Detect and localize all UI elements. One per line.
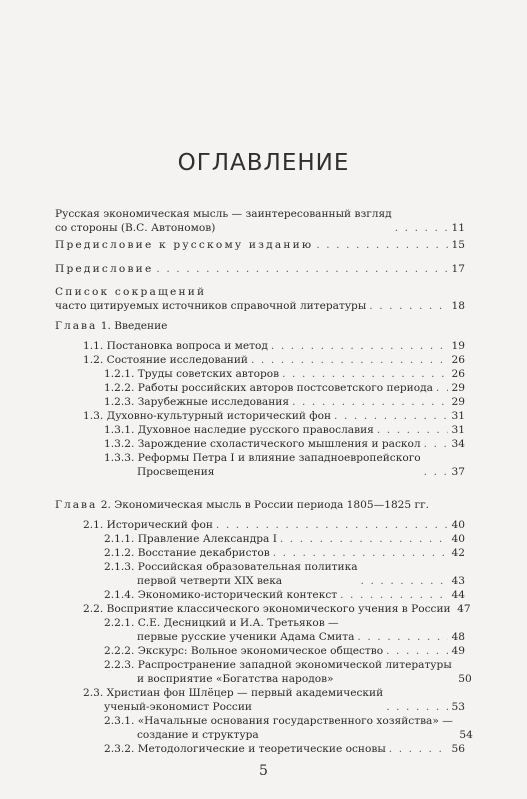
toc-entry-line: 2.3. Христиан фон Шлёцер — первый академический bbox=[83, 687, 384, 699]
leader-dots bbox=[292, 395, 448, 409]
leader-dots bbox=[436, 381, 448, 395]
leader-dots bbox=[389, 742, 448, 756]
toc-page-number: 49 bbox=[451, 645, 465, 657]
toc-page-number: 43 bbox=[451, 575, 465, 587]
toc-entry-line: Предисловие к русскому изданию bbox=[55, 239, 314, 251]
toc-entry-line: 1.2.1. Труды советских авторов bbox=[104, 368, 280, 380]
toc-page-number: 50 bbox=[458, 673, 472, 685]
toc-entry-line: 1.3.2. Зарождение схоластического мышления и раскол bbox=[104, 438, 421, 450]
toc-entry-line: 1.3.1. Духовное наследие русского православия bbox=[104, 424, 374, 436]
toc-entry-line: первой четверти XIX века bbox=[137, 575, 283, 587]
toc-item[interactable] bbox=[104, 381, 465, 395]
leader-dots bbox=[216, 518, 448, 532]
toc-entry-line: со стороны (В.С. Автономов) bbox=[55, 222, 216, 234]
toc-entry-line: 2.1.4. Экономико-исторический контекст bbox=[104, 589, 338, 601]
chapter-title: 2. Экономическая мысль в России периода 1805—1825 гг. bbox=[100, 499, 430, 511]
leader-dots bbox=[377, 423, 448, 437]
toc-item[interactable] bbox=[104, 644, 465, 658]
leader-dots bbox=[357, 630, 448, 644]
toc-item[interactable] bbox=[83, 409, 465, 423]
toc-item[interactable] bbox=[83, 353, 465, 367]
chapter-heading-2[interactable] bbox=[55, 499, 429, 511]
toc-page-number: 26 bbox=[451, 368, 465, 380]
leader-dots bbox=[424, 465, 448, 479]
toc-page-number: 15 bbox=[451, 239, 465, 251]
leader-dots bbox=[386, 644, 448, 658]
leader-dots bbox=[282, 367, 448, 381]
toc-entry-line: ученый-экономист России bbox=[104, 701, 252, 713]
toc-entry-line: Русская экономическая мысль — заинтересованный взгляд bbox=[55, 208, 392, 220]
toc-page-number: 18 bbox=[451, 300, 465, 312]
toc-entry-line: Предисловие bbox=[55, 263, 154, 275]
leader-dots bbox=[386, 700, 448, 714]
toc-entry-line: 2.1.2. Восстание декабристов bbox=[104, 547, 270, 559]
leader-dots bbox=[369, 299, 448, 313]
toc-entry-foreword-autonomov[interactable] bbox=[55, 207, 465, 235]
toc-page-number: 56 bbox=[451, 743, 465, 755]
leader-dots bbox=[251, 353, 448, 367]
toc-item[interactable] bbox=[104, 658, 472, 686]
leader-dots bbox=[424, 437, 448, 451]
toc-entry-line: 2.2.1. С.Е. Десницкий и И.А. Третьяков — bbox=[104, 617, 339, 629]
toc-page-number: 53 bbox=[451, 701, 465, 713]
toc-item[interactable] bbox=[104, 367, 465, 381]
toc-item[interactable] bbox=[104, 546, 465, 560]
chapter-heading-1[interactable] bbox=[55, 320, 167, 332]
toc-page-number: 29 bbox=[451, 396, 465, 408]
toc-page-number: 31 bbox=[451, 424, 465, 436]
toc-page-number: 17 bbox=[451, 263, 465, 275]
page-title: ОГЛАВЛЕНИЕ bbox=[177, 150, 350, 176]
toc-page-number: 44 bbox=[451, 589, 465, 601]
toc-item[interactable] bbox=[83, 518, 465, 532]
page-number: 5 bbox=[259, 763, 268, 779]
toc-entry-line: 2.1.3. Российская образовательная политика bbox=[104, 561, 358, 573]
toc-page-number: 34 bbox=[451, 438, 465, 450]
toc-page-number: 42 bbox=[451, 547, 465, 559]
toc-item[interactable] bbox=[104, 560, 465, 588]
toc-entry-line: 2.1.1. Правление Александра I bbox=[104, 533, 277, 545]
toc-page-number: 19 bbox=[451, 340, 465, 352]
toc-entry-line: создание и структура bbox=[137, 729, 259, 741]
leader-dots bbox=[361, 574, 448, 588]
leader-dots bbox=[334, 409, 448, 423]
toc-entry-line: 2.2. Восприятие классического экономического учения в России bbox=[83, 603, 451, 615]
chapter-title: 1. Введение bbox=[100, 320, 168, 332]
toc-page-number: 47 bbox=[457, 603, 471, 615]
toc-page-number: 31 bbox=[451, 410, 465, 422]
leader-dots bbox=[340, 588, 448, 602]
toc-item[interactable] bbox=[83, 602, 471, 616]
toc-entry-line: 1.2.2. Работы российских авторов постсоветского периода bbox=[104, 382, 433, 394]
toc-entry-line: часто цитируемых источников справочной литературы bbox=[55, 300, 367, 312]
toc-item[interactable] bbox=[83, 339, 465, 353]
toc-entry-line: 2.3.1. «Начальные основания государственного хозяйства» — bbox=[104, 715, 453, 727]
toc-page-number: 48 bbox=[451, 631, 465, 643]
toc-entry-line: 1.3. Духовно-культурный исторический фон bbox=[83, 410, 332, 422]
toc-item[interactable] bbox=[104, 742, 465, 756]
toc-entry-line: первые русские ученики Адама Смита bbox=[137, 631, 355, 643]
toc-entry-preface[interactable] bbox=[55, 262, 465, 276]
toc-entry-preface-russian[interactable] bbox=[55, 238, 465, 252]
toc-page-number: 54 bbox=[459, 729, 473, 741]
toc-page-number: 40 bbox=[451, 519, 465, 531]
toc-entry-line: 1.2.3. Зарубежные исследования bbox=[104, 396, 290, 408]
toc-page-number: 37 bbox=[451, 466, 465, 478]
toc-item[interactable] bbox=[104, 532, 465, 546]
toc-entry-line: 1.2. Состояние исследований bbox=[83, 354, 248, 366]
toc-entry-line: и восприятие «Богатства народов» bbox=[137, 673, 334, 685]
leader-dots bbox=[156, 262, 448, 276]
toc-page-number: 26 bbox=[451, 354, 465, 366]
toc-entry-line: 1.3.3. Реформы Петра I и влияние западноевропейского bbox=[104, 452, 421, 464]
toc-entry-line: Список сокращений bbox=[55, 286, 207, 298]
toc-item[interactable] bbox=[104, 423, 465, 437]
toc-page-number: 11 bbox=[451, 222, 465, 234]
leader-dots bbox=[271, 339, 448, 353]
toc-item[interactable] bbox=[104, 451, 465, 479]
toc-page-number: 29 bbox=[451, 382, 465, 394]
toc-entry-line: 2.3.2. Методологические и теоретические основы bbox=[104, 743, 386, 755]
toc-item[interactable] bbox=[104, 714, 473, 742]
toc-item[interactable] bbox=[104, 616, 465, 644]
toc-item[interactable] bbox=[104, 395, 465, 409]
chapter-label: Глава bbox=[55, 499, 98, 511]
toc-item[interactable] bbox=[104, 588, 465, 602]
leader-dots bbox=[395, 221, 448, 235]
chapter-label: Глава bbox=[55, 320, 98, 332]
toc-page-number: 40 bbox=[451, 533, 465, 545]
toc-entry-abbreviations[interactable] bbox=[55, 285, 465, 313]
toc-entry-line: 1.1. Постановка вопроса и метод bbox=[83, 340, 268, 352]
toc-entry-line: 2.1. Исторический фон bbox=[83, 519, 213, 531]
toc-entry-line: 2.2.3. Распространение западной экономической литературы bbox=[104, 659, 452, 671]
leader-dots bbox=[316, 238, 448, 252]
leader-dots bbox=[280, 532, 448, 546]
toc-item[interactable] bbox=[104, 437, 465, 451]
toc-entry-line: 2.2.2. Экскурс: Вольное экономическое общество bbox=[104, 645, 384, 657]
toc-item[interactable] bbox=[83, 686, 465, 714]
toc-entry-line: Просвещения bbox=[137, 466, 215, 478]
leader-dots bbox=[273, 546, 448, 560]
